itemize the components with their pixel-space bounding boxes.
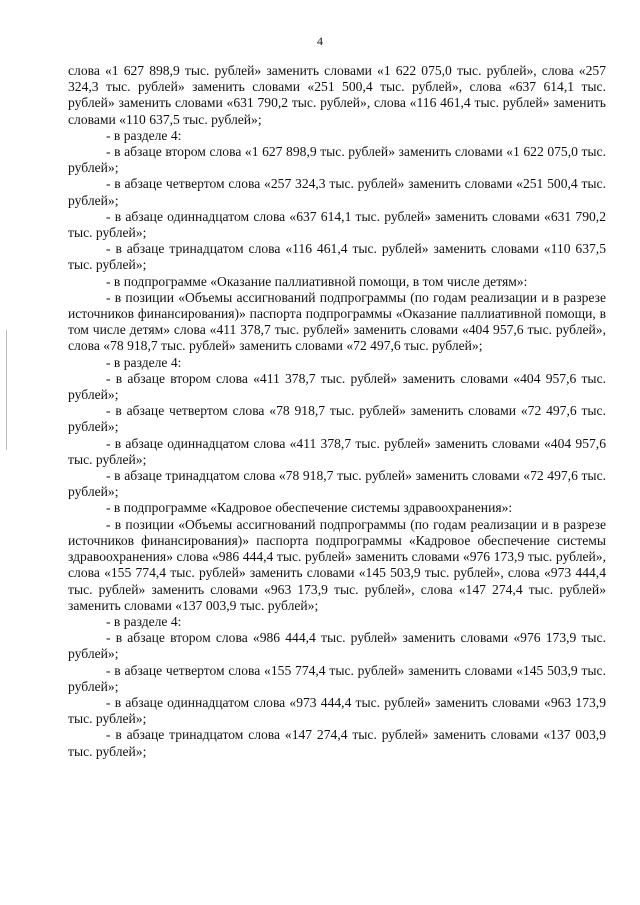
paragraph: - в абзаце одиннадцатом слова «637 614,1 тыс. рублей» заменить словами «631 790,2 тыс. рублей»; (68, 208, 606, 241)
page-number: 4 (317, 34, 323, 48)
paragraph: - в абзаце четвертом слова «78 918,7 тыс. рублей» заменить словами «72 497,6 тыс. рублей»; (68, 403, 606, 435)
paragraph: - в разделе 4: (106, 354, 182, 370)
paragraph: - в абзаце одиннадцатом слова «973 444,4 тыс. рублей» заменить словами «963 173,9 тыс. рублей»; (68, 694, 606, 727)
paragraph: - в абзаце втором слова «411 378,7 тыс. рублей» заменить словами «404 957,6 тыс. рублей»; (68, 370, 606, 403)
paragraph: - в абзаце одиннадцатом слова «411 378,7 тыс. рублей» заменить словами «404 957,6 тыс. рублей»; (68, 435, 606, 467)
paragraph: - в подпрограмме «Оказание паллиативной помощи, в том числе детям»: (106, 273, 528, 289)
paragraph: - в абзаце тринадцатом слова «116 461,4 тыс. рублей» заменить словами «110 637,5 тыс. рублей»; (68, 241, 606, 273)
paragraph: - в абзаце тринадцатом слова «147 274,4 тыс. рублей» заменить словами «137 003,9 тыс. рублей»; (68, 727, 606, 759)
paragraph: - в абзаце четвертом слова «155 774,4 тыс. рублей» заменить словами «145 503,9 тыс. рублей»; (68, 662, 606, 694)
paragraph: - в абзаце четвертом слова «257 324,3 тыс. рублей» заменить словами «251 500,4 тыс. рублей»; (68, 176, 606, 208)
paragraph: - в абзаце втором слова «1 627 898,9 тыс. рублей» заменить словами «1 622 075,0 тыс. рублей»; (68, 144, 606, 176)
paragraph: - в позиции «Объемы ассигнований подпрограммы (по годам реализации и в разрезе источников финансирования)» паспорта подпрограммы «Оказание паллиативной помощи, в том числе детям» слова «411 378,7 тыс. рублей» заменить словами «404 957,6 тыс. рублей», слова «78 918,7 тыс. рублей» заменить словами «72 497,6 тыс. рублей»; (68, 289, 606, 354)
paragraph: - в подпрограмме «Кадровое обеспечение системы здравоохранения»: (106, 500, 513, 516)
document-body (68, 63, 606, 760)
paragraph: - в абзаце тринадцатом слова «78 918,7 тыс. рублей» заменить словами «72 497,6 тыс. рублей»; (68, 468, 606, 500)
paragraph: слова «1 627 898,9 тыс. рублей» заменить словами «1 622 075,0 тыс. рублей», слова «257 324,3 тыс. рублей» заменить словами «251 500,4 тыс. рублей», слова «637 614,1 тыс. рублей» заменить словами «631 790,2 тыс. рублей», слова «116 461,4 тыс. рублей» заменить словами «110 637,5 тыс. рублей»; (68, 63, 606, 127)
paragraph: - в разделе 4: (106, 127, 182, 143)
paragraph: - в разделе 4: (106, 613, 182, 629)
paragraph: - в абзаце втором слова «986 444,4 тыс. рублей» заменить словами «976 173,9 тыс. рублей»; (68, 630, 606, 662)
scan-margin-mark (6, 330, 7, 450)
paragraph: - в позиции «Объемы ассигнований подпрограммы (по годам реализации и в разрезе источников финансирования)» паспорта подпрограммы «Кадровое обеспечение системы здравоохранения» слова «986 444,4 тыс. рублей» заменить словами «976 173,9 тыс. рублей», слова «155 774,4 тыс. рублей» заменить словами «145 503,9 тыс. рублей», слова «973 444,4 тыс. рублей» заменить словами «963 173,9 тыс. рублей», слова «147 274,4 тыс. рублей» заменить словами «137 003,9 тыс. рублей»; (68, 516, 606, 613)
